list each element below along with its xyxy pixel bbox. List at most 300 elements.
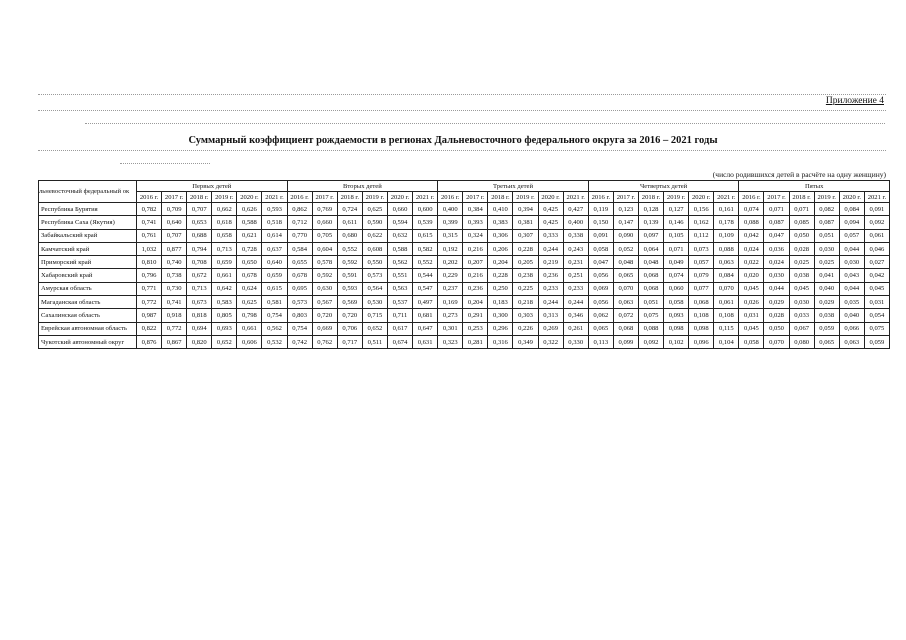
value-cell: 0,632 <box>387 229 412 242</box>
value-cell: 0,741 <box>137 216 162 229</box>
value-cell: 0,084 <box>714 269 739 282</box>
value-cell: 0,068 <box>613 322 638 335</box>
value-cell: 0,139 <box>638 216 663 229</box>
value-cell: 0,600 <box>413 203 438 216</box>
table-row <box>39 269 890 282</box>
value-cell: 0,091 <box>864 203 889 216</box>
value-cell: 0,303 <box>513 309 538 322</box>
value-cell: 0,410 <box>488 203 513 216</box>
dotted-rule <box>85 123 885 124</box>
value-cell: 0,562 <box>387 256 412 269</box>
value-cell: 0,046 <box>864 242 889 255</box>
dotted-rule <box>120 163 210 164</box>
value-cell: 0,061 <box>714 296 739 309</box>
value-cell: 0,071 <box>789 203 814 216</box>
value-cell: 0,070 <box>714 282 739 295</box>
value-cell: 0,024 <box>739 242 764 255</box>
value-cell: 0,233 <box>563 282 588 295</box>
value-cell: 0,127 <box>664 203 689 216</box>
value-cell: 0,693 <box>212 322 237 335</box>
value-cell: 0,228 <box>513 242 538 255</box>
value-cell: 0,237 <box>438 282 463 295</box>
value-cell: 0,075 <box>864 322 889 335</box>
value-cell: 0,109 <box>714 229 739 242</box>
value-cell: 0,606 <box>237 335 262 348</box>
value-cell: 0,028 <box>764 309 789 322</box>
value-cell: 0,048 <box>638 256 663 269</box>
value-cell: 0,315 <box>438 229 463 242</box>
value-cell: 0,695 <box>287 282 312 295</box>
value-cell: 0,720 <box>312 309 337 322</box>
value-cell: 0,069 <box>588 282 613 295</box>
value-cell: 0,550 <box>362 256 387 269</box>
value-cell: 0,820 <box>187 335 212 348</box>
value-cell: 0,730 <box>162 282 187 295</box>
region-name: Амурская область <box>39 282 137 295</box>
value-cell: 0,236 <box>538 269 563 282</box>
value-cell: 0,669 <box>312 322 337 335</box>
value-cell: 0,551 <box>387 269 412 282</box>
value-cell: 0,708 <box>187 256 212 269</box>
value-cell: 0,065 <box>588 322 613 335</box>
value-cell: 0,661 <box>212 269 237 282</box>
value-cell: 0,044 <box>764 282 789 295</box>
value-cell: 0,569 <box>337 296 362 309</box>
year-header-row <box>39 192 890 203</box>
value-cell: 0,072 <box>613 309 638 322</box>
value-cell: 0,772 <box>162 322 187 335</box>
value-cell: 0,027 <box>864 256 889 269</box>
value-cell: 0,092 <box>864 216 889 229</box>
value-cell: 0,058 <box>664 296 689 309</box>
year-header: 2016 г. <box>287 192 312 203</box>
value-cell: 0,040 <box>839 309 864 322</box>
value-cell: 0,771 <box>137 282 162 295</box>
value-cell: 0,497 <box>413 296 438 309</box>
value-cell: 0,049 <box>664 256 689 269</box>
value-cell: 0,090 <box>613 229 638 242</box>
value-cell: 0,918 <box>162 309 187 322</box>
value-cell: 0,028 <box>789 242 814 255</box>
value-cell: 0,614 <box>262 229 287 242</box>
value-cell: 0,349 <box>513 335 538 348</box>
value-cell: 0,707 <box>162 229 187 242</box>
value-cell: 0,399 <box>438 216 463 229</box>
value-cell: 0,024 <box>764 256 789 269</box>
value-cell: 0,082 <box>814 203 839 216</box>
value-cell: 0,183 <box>488 296 513 309</box>
region-name: Республика Саха (Якутия) <box>39 216 137 229</box>
value-cell: 0,582 <box>413 242 438 255</box>
value-cell: 0,057 <box>839 229 864 242</box>
value-cell: 0,068 <box>689 296 714 309</box>
year-header: 2020 г. <box>689 192 714 203</box>
value-cell: 0,056 <box>588 269 613 282</box>
value-cell: 0,583 <box>212 296 237 309</box>
region-name: Камчатский край <box>39 242 137 255</box>
value-cell: 0,640 <box>262 256 287 269</box>
value-cell: 0,096 <box>689 335 714 348</box>
value-cell: 0,216 <box>463 269 488 282</box>
value-cell: 0,063 <box>714 256 739 269</box>
value-cell: 0,045 <box>864 282 889 295</box>
value-cell: 0,064 <box>638 242 663 255</box>
value-cell: 0,594 <box>387 216 412 229</box>
year-header: 2017 г. <box>312 192 337 203</box>
value-cell: 0,578 <box>312 256 337 269</box>
value-cell: 0,105 <box>664 229 689 242</box>
value-cell: 0,532 <box>262 335 287 348</box>
value-cell: 0,694 <box>187 322 212 335</box>
value-cell: 0,562 <box>262 322 287 335</box>
value-cell: 0,394 <box>513 203 538 216</box>
value-cell: 0,074 <box>739 203 764 216</box>
value-cell: 0,324 <box>463 229 488 242</box>
value-cell: 0,425 <box>538 203 563 216</box>
value-cell: 0,206 <box>488 242 513 255</box>
value-cell: 0,070 <box>764 335 789 348</box>
value-cell: 0,624 <box>237 282 262 295</box>
year-header: 2020 г. <box>237 192 262 203</box>
value-cell: 0,518 <box>262 216 287 229</box>
group-header-row <box>39 181 890 192</box>
value-cell: 0,659 <box>212 256 237 269</box>
value-cell: 0,253 <box>463 322 488 335</box>
value-cell: 0,074 <box>664 269 689 282</box>
value-cell: 0,547 <box>413 282 438 295</box>
value-cell: 0,660 <box>312 216 337 229</box>
value-cell: 0,068 <box>638 269 663 282</box>
value-cell: 0,029 <box>814 296 839 309</box>
value-cell: 0,091 <box>588 229 613 242</box>
value-cell: 0,796 <box>137 269 162 282</box>
value-cell: 0,036 <box>764 242 789 255</box>
value-cell: 0,204 <box>488 256 513 269</box>
value-cell: 0,762 <box>312 335 337 348</box>
value-cell: 0,042 <box>864 269 889 282</box>
value-cell: 0,044 <box>839 282 864 295</box>
value-cell: 0,425 <box>538 216 563 229</box>
value-cell: 0,065 <box>814 335 839 348</box>
region-name: Хабаровский край <box>39 269 137 282</box>
value-cell: 0,192 <box>438 242 463 255</box>
value-cell: 0,269 <box>538 322 563 335</box>
value-cell: 0,659 <box>262 269 287 282</box>
year-header: 2019 г. <box>814 192 839 203</box>
value-cell: 0,724 <box>337 203 362 216</box>
value-cell: 0,119 <box>588 203 613 216</box>
value-cell: 0,713 <box>212 242 237 255</box>
value-cell: 0,617 <box>387 322 412 335</box>
value-cell: 0,822 <box>137 322 162 335</box>
table-row <box>39 216 890 229</box>
value-cell: 0,640 <box>162 216 187 229</box>
value-cell: 0,045 <box>739 282 764 295</box>
value-cell: 0,717 <box>337 335 362 348</box>
value-cell: 0,228 <box>488 269 513 282</box>
year-header: 2019 г. <box>664 192 689 203</box>
value-cell: 0,098 <box>664 322 689 335</box>
value-cell: 0,178 <box>714 216 739 229</box>
value-cell: 0,573 <box>362 269 387 282</box>
value-cell: 0,084 <box>839 203 864 216</box>
fertility-table <box>38 180 890 349</box>
year-header: 2021 г. <box>413 192 438 203</box>
region-name: Приморский край <box>39 256 137 269</box>
value-cell: 0,333 <box>538 229 563 242</box>
value-cell: 0,030 <box>839 256 864 269</box>
value-cell: 0,128 <box>638 203 663 216</box>
value-cell: 0,218 <box>513 296 538 309</box>
value-cell: 0,537 <box>387 296 412 309</box>
value-cell: 0,250 <box>488 282 513 295</box>
region-name: Еврейская автономная область <box>39 322 137 335</box>
year-header: 2020 г. <box>387 192 412 203</box>
value-cell: 0,204 <box>463 296 488 309</box>
value-cell: 0,680 <box>337 229 362 242</box>
value-cell: 0,051 <box>638 296 663 309</box>
group-header: Четвертых детей <box>588 181 739 192</box>
value-cell: 0,066 <box>839 322 864 335</box>
value-cell: 0,038 <box>814 309 839 322</box>
value-cell: 0,772 <box>137 296 162 309</box>
value-cell: 0,113 <box>588 335 613 348</box>
region-name: Забайкальский край <box>39 229 137 242</box>
year-header: 2021 г. <box>714 192 739 203</box>
table-row <box>39 335 890 348</box>
table-row <box>39 309 890 322</box>
value-cell: 0,161 <box>714 203 739 216</box>
value-cell: 0,316 <box>488 335 513 348</box>
value-cell: 0,622 <box>362 229 387 242</box>
value-cell: 0,207 <box>463 256 488 269</box>
value-cell: 0,867 <box>162 335 187 348</box>
value-cell: 0,238 <box>513 269 538 282</box>
value-cell: 0,038 <box>789 269 814 282</box>
value-cell: 0,738 <box>162 269 187 282</box>
value-cell: 0,026 <box>739 296 764 309</box>
value-cell: 0,706 <box>337 322 362 335</box>
value-cell: 0,060 <box>664 282 689 295</box>
value-cell: 0,045 <box>789 282 814 295</box>
value-cell: 0,987 <box>137 309 162 322</box>
value-cell: 0,093 <box>664 309 689 322</box>
value-cell: 0,590 <box>362 216 387 229</box>
value-cell: 0,711 <box>387 309 412 322</box>
value-cell: 0,059 <box>814 322 839 335</box>
value-cell: 0,647 <box>413 322 438 335</box>
value-cell: 0,022 <box>739 256 764 269</box>
year-header: 2021 г. <box>262 192 287 203</box>
value-cell: 0,169 <box>438 296 463 309</box>
year-header: 2017 г. <box>613 192 638 203</box>
table-body <box>39 203 890 349</box>
value-cell: 0,035 <box>839 296 864 309</box>
value-cell: 0,067 <box>789 322 814 335</box>
value-cell: 0,059 <box>864 335 889 348</box>
value-cell: 0,244 <box>563 296 588 309</box>
value-cell: 0,094 <box>839 216 864 229</box>
value-cell: 0,615 <box>413 229 438 242</box>
year-header: 2016 г. <box>137 192 162 203</box>
value-cell: 0,261 <box>563 322 588 335</box>
value-cell: 0,611 <box>337 216 362 229</box>
value-cell: 0,330 <box>563 335 588 348</box>
value-cell: 0,810 <box>137 256 162 269</box>
value-cell: 0,637 <box>262 242 287 255</box>
value-cell: 0,563 <box>387 282 412 295</box>
value-cell: 0,056 <box>588 296 613 309</box>
year-header: 2020 г. <box>839 192 864 203</box>
value-cell: 0,655 <box>287 256 312 269</box>
value-cell: 0,769 <box>312 203 337 216</box>
year-header: 2018 г. <box>337 192 362 203</box>
value-cell: 0,244 <box>538 242 563 255</box>
value-cell: 0,040 <box>814 282 839 295</box>
year-header: 2021 г. <box>563 192 588 203</box>
value-cell: 0,080 <box>789 335 814 348</box>
value-cell: 0,226 <box>513 322 538 335</box>
value-cell: 0,621 <box>237 229 262 242</box>
value-cell: 0,652 <box>362 322 387 335</box>
value-cell: 0,092 <box>638 335 663 348</box>
year-header: 2020 г. <box>538 192 563 203</box>
value-cell: 0,552 <box>413 256 438 269</box>
value-cell: 0,650 <box>237 256 262 269</box>
value-cell: 0,077 <box>689 282 714 295</box>
year-header: 2021 г. <box>864 192 889 203</box>
unit-note: (число родившихся детей в расчёте на одну женщину) <box>712 170 886 179</box>
value-cell: 0,051 <box>814 229 839 242</box>
value-cell: 1,032 <box>137 242 162 255</box>
value-cell: 0,658 <box>212 229 237 242</box>
value-cell: 0,219 <box>538 256 563 269</box>
value-cell: 0,618 <box>212 216 237 229</box>
value-cell: 0,862 <box>287 203 312 216</box>
region-name: Республика Бурятия <box>39 203 137 216</box>
value-cell: 0,642 <box>212 282 237 295</box>
table-row <box>39 242 890 255</box>
value-cell: 0,720 <box>337 309 362 322</box>
group-header: Пятых <box>739 181 890 192</box>
value-cell: 0,202 <box>438 256 463 269</box>
year-header: 2016 г. <box>739 192 764 203</box>
value-cell: 0,099 <box>613 335 638 348</box>
value-cell: 0,877 <box>162 242 187 255</box>
year-header: 2016 г. <box>438 192 463 203</box>
value-cell: 0,236 <box>463 282 488 295</box>
value-cell: 0,573 <box>287 296 312 309</box>
value-cell: 0,588 <box>387 242 412 255</box>
value-cell: 0,085 <box>789 216 814 229</box>
value-cell: 0,400 <box>438 203 463 216</box>
dotted-rule <box>38 94 886 95</box>
table-row <box>39 282 890 295</box>
value-cell: 0,156 <box>689 203 714 216</box>
year-header: 2018 г. <box>187 192 212 203</box>
value-cell: 0,054 <box>864 309 889 322</box>
value-cell: 0,251 <box>563 269 588 282</box>
appendix-label: Приложение 4 <box>825 96 884 106</box>
value-cell: 0,050 <box>764 322 789 335</box>
value-cell: 0,652 <box>212 335 237 348</box>
value-cell: 0,338 <box>563 229 588 242</box>
value-cell: 0,104 <box>714 335 739 348</box>
value-cell: 0,052 <box>613 242 638 255</box>
group-header: Третьих детей <box>438 181 589 192</box>
value-cell: 0,584 <box>287 242 312 255</box>
year-header: 2016 г. <box>588 192 613 203</box>
value-cell: 0,761 <box>137 229 162 242</box>
value-cell: 0,705 <box>312 229 337 242</box>
value-cell: 0,020 <box>739 269 764 282</box>
value-cell: 0,798 <box>237 309 262 322</box>
value-cell: 0,030 <box>764 269 789 282</box>
value-cell: 0,041 <box>814 269 839 282</box>
year-header: 2018 г. <box>789 192 814 203</box>
value-cell: 0,608 <box>362 242 387 255</box>
value-cell: 0,063 <box>839 335 864 348</box>
value-cell: 0,087 <box>764 216 789 229</box>
value-cell: 0,383 <box>488 216 513 229</box>
value-cell: 0,079 <box>689 269 714 282</box>
value-cell: 0,061 <box>864 229 889 242</box>
value-cell: 0,088 <box>739 216 764 229</box>
value-cell: 0,050 <box>789 229 814 242</box>
value-cell: 0,033 <box>789 309 814 322</box>
value-cell: 0,063 <box>613 296 638 309</box>
value-cell: 0,782 <box>137 203 162 216</box>
value-cell: 0,115 <box>714 322 739 335</box>
value-cell: 0,231 <box>563 256 588 269</box>
table-row <box>39 322 890 335</box>
value-cell: 0,029 <box>764 296 789 309</box>
value-cell: 0,075 <box>638 309 663 322</box>
value-cell: 0,030 <box>814 242 839 255</box>
value-cell: 0,273 <box>438 309 463 322</box>
value-cell: 0,123 <box>613 203 638 216</box>
value-cell: 0,243 <box>563 242 588 255</box>
value-cell: 0,741 <box>162 296 187 309</box>
value-cell: 0,043 <box>839 269 864 282</box>
table-row <box>39 256 890 269</box>
value-cell: 0,604 <box>312 242 337 255</box>
year-header: 2019 г. <box>362 192 387 203</box>
value-cell: 0,688 <box>187 229 212 242</box>
value-cell: 0,323 <box>438 335 463 348</box>
value-cell: 0,233 <box>538 282 563 295</box>
value-cell: 0,384 <box>463 203 488 216</box>
value-cell: 0,108 <box>714 309 739 322</box>
value-cell: 0,754 <box>287 322 312 335</box>
value-cell: 0,291 <box>463 309 488 322</box>
year-header: 2019 г. <box>513 192 538 203</box>
value-cell: 0,770 <box>287 229 312 242</box>
value-cell: 0,712 <box>287 216 312 229</box>
value-cell: 0,713 <box>187 282 212 295</box>
value-cell: 0,088 <box>714 242 739 255</box>
value-cell: 0,057 <box>689 256 714 269</box>
value-cell: 0,754 <box>262 309 287 322</box>
value-cell: 0,296 <box>488 322 513 335</box>
value-cell: 0,108 <box>689 309 714 322</box>
value-cell: 0,626 <box>237 203 262 216</box>
value-cell: 0,530 <box>362 296 387 309</box>
value-cell: 0,042 <box>739 229 764 242</box>
table-row <box>39 229 890 242</box>
year-header: 2018 г. <box>488 192 513 203</box>
table-row <box>39 296 890 309</box>
